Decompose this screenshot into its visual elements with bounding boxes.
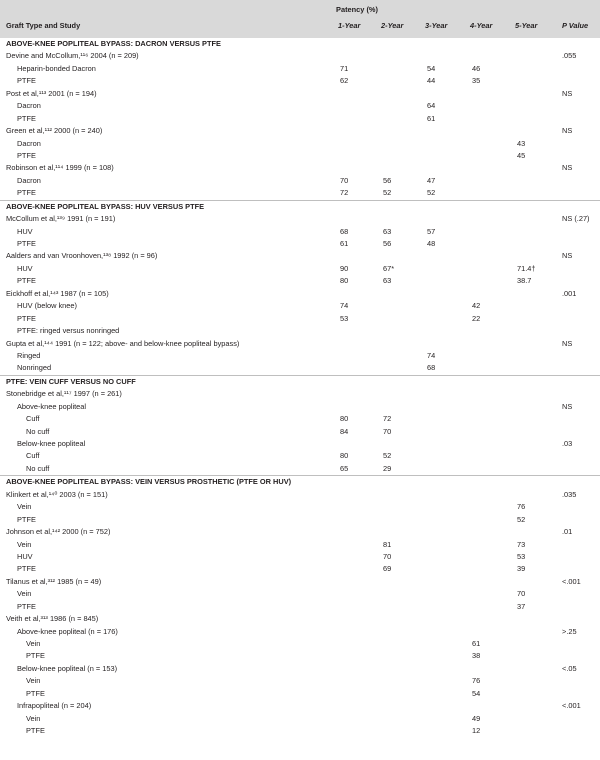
patency-y1-cell: 68 [340, 226, 349, 236]
patency-y4-cell: 38 [472, 651, 481, 661]
study-label: Green et al,¹¹² 2000 (n = 240) [6, 126, 103, 136]
p-value-cell: .001 [562, 288, 577, 298]
row-label: Vein [17, 502, 32, 512]
table-row [0, 275, 600, 287]
patency-y3-cell: 44 [427, 76, 436, 86]
patency-y2-cell: 52 [383, 188, 392, 198]
study-row [0, 213, 600, 225]
table-row [0, 688, 600, 700]
row-label: PTFE [17, 239, 36, 248]
patency-y3-cell: 68 [427, 363, 436, 373]
table-row [0, 350, 600, 362]
p-value-cell: NS [562, 126, 573, 136]
patency-y2-cell: 81 [383, 539, 392, 549]
patency-y3-cell: 48 [427, 239, 436, 248]
study-row [0, 125, 600, 137]
row-label: Cuff [26, 414, 40, 424]
study-row [0, 50, 600, 62]
table-row [0, 113, 600, 125]
patency-y1-cell: 80 [340, 276, 349, 286]
row-label: Nonringed [17, 363, 52, 373]
section-title: PTFE: VEIN CUFF VERSUS NO CUFF [6, 376, 136, 386]
row-label: PTFE [17, 601, 36, 611]
study-label: Klinkert et al,¹⁴⁰ 2003 (n = 151) [6, 489, 108, 499]
patency-y1-cell: 62 [340, 76, 349, 86]
patency-y4-cell: 46 [472, 63, 481, 73]
row-label: Dacron [17, 138, 41, 148]
table-row [0, 551, 600, 563]
patency-y4-cell: 12 [472, 726, 481, 736]
row-label: PTFE [17, 188, 36, 198]
table-row [0, 501, 600, 513]
col-5-year-header: 5-Year [515, 21, 538, 30]
study-label: Post et al,¹¹³ 2001 (n = 194) [6, 88, 97, 98]
table-row [0, 187, 600, 199]
section-header-row [0, 200, 600, 213]
table-row [0, 150, 600, 162]
section-title: ABOVE-KNEE POPLITEAL BYPASS: DACRON VERSUS PTFE [6, 39, 221, 48]
patency-y3-cell: 64 [427, 101, 436, 111]
row-label: Below-knee popliteal [17, 439, 86, 448]
p-value-cell: .01 [562, 527, 573, 537]
p-value-cell: NS [562, 163, 573, 173]
patency-y3-cell: 52 [427, 188, 436, 198]
row-label: No cuff [26, 463, 50, 473]
patency-y5-cell: 52 [517, 514, 526, 524]
table-row [0, 725, 600, 737]
patency-y5-cell: 76 [517, 502, 526, 512]
study-label: Robinson et al,¹¹⁴ 1999 (n = 108) [6, 163, 114, 173]
patency-y1-cell: 65 [340, 463, 349, 473]
section-header-row [0, 475, 600, 488]
table-row [0, 463, 600, 475]
row-label: Vein [26, 713, 41, 723]
patency-y1-cell: 90 [340, 263, 349, 273]
row-label: HUV (below knee) [17, 301, 77, 311]
table-body [0, 38, 600, 738]
row-label: Ringed [17, 350, 41, 360]
p-value-cell: NS [562, 401, 573, 411]
table-row [0, 263, 600, 275]
row-label: HUV [17, 551, 33, 561]
table-row [0, 663, 600, 675]
row-label: PTFE [17, 76, 36, 86]
study-row [0, 526, 600, 538]
table-row [0, 700, 600, 712]
row-label: PTFE [17, 113, 36, 123]
col-1-year-header: 1-Year [338, 21, 361, 30]
table-row [0, 539, 600, 551]
table-row [0, 650, 600, 662]
patency-y5-cell: 53 [517, 551, 526, 561]
patency-y2-cell: 63 [383, 226, 392, 236]
table-row [0, 175, 600, 187]
row-label: PTFE [17, 514, 36, 524]
row-label: Dacron [17, 175, 41, 185]
patency-y5-cell: 39 [517, 564, 526, 574]
patency-y5-cell: 43 [517, 138, 526, 148]
row-label: No cuff [26, 426, 50, 436]
patency-y2-cell: 52 [383, 451, 392, 461]
study-label: Devine and McCollum,¹¹⁶ 2004 (n = 209) [6, 51, 139, 61]
row-label: PTFE [17, 276, 36, 286]
p-value-cell: >.25 [562, 626, 577, 636]
table-row [0, 675, 600, 687]
table-row [0, 325, 600, 337]
patency-y4-cell: 35 [472, 76, 481, 86]
patency-label: Patency (%) [336, 5, 378, 14]
table-row [0, 438, 600, 450]
patency-y4-cell: 42 [472, 301, 481, 311]
row-label: Dacron [17, 101, 41, 111]
table-row [0, 588, 600, 600]
table-header [0, 0, 600, 38]
study-label: Stonebridge et al,¹¹⁷ 1997 (n = 261) [6, 389, 122, 399]
patency-y2-cell: 56 [383, 175, 392, 185]
table-row [0, 601, 600, 613]
patency-y3-cell: 61 [427, 113, 436, 123]
table-row [0, 362, 600, 374]
patency-y1-cell: 80 [340, 414, 349, 424]
study-row [0, 613, 600, 625]
patency-y3-cell: 47 [427, 175, 436, 185]
study-label: Gupta et al,¹⁴⁴ 1991 (n = 122; above- and below-knee popliteal bypass) [6, 338, 240, 348]
row-label: PTFE [17, 564, 36, 574]
patency-y2-cell: 29 [383, 463, 392, 473]
table-row [0, 626, 600, 638]
patency-y2-cell: 63 [383, 276, 392, 286]
section-header-row [0, 38, 600, 50]
p-value-cell: NS [562, 338, 573, 348]
p-value-cell: <.001 [562, 576, 581, 586]
patency-y5-cell: 45 [517, 150, 526, 160]
row-label: Above-knee popliteal (n = 176) [17, 626, 118, 636]
study-row [0, 250, 600, 262]
row-label: Infrapopliteal (n = 204) [17, 701, 92, 711]
col-2-year-header: 2-Year [381, 21, 404, 30]
table-row [0, 226, 600, 238]
p-value-cell: .055 [562, 51, 577, 61]
table-row [0, 138, 600, 150]
p-value-cell: .035 [562, 489, 577, 499]
table-row [0, 75, 600, 87]
patency-y4-cell: 22 [472, 313, 481, 323]
study-row [0, 162, 600, 174]
table-row [0, 100, 600, 112]
study-label: McCollum et al,¹³⁹ 1991 (n = 191) [6, 214, 116, 224]
table-row [0, 713, 600, 725]
row-label: Heparin-bonded Dacron [17, 63, 96, 73]
patency-y4-cell: 54 [472, 688, 481, 698]
study-row [0, 489, 600, 501]
row-label: PTFE [26, 688, 45, 698]
table-row [0, 238, 600, 250]
table-row [0, 563, 600, 575]
patency-y1-cell: 71 [340, 63, 349, 73]
row-label: Vein [17, 539, 32, 549]
patency-y2-cell: 72 [383, 414, 392, 424]
patency-y1-cell: 72 [340, 188, 349, 198]
p-value-cell: <.001 [562, 701, 581, 711]
patency-y1-cell: 70 [340, 175, 349, 185]
col-3-year-header: 3-Year [425, 21, 448, 30]
patency-y2-cell: 70 [383, 426, 392, 436]
table-row [0, 413, 600, 425]
row-label: PTFE: ringed versus nonringed [17, 326, 120, 336]
table-row [0, 401, 600, 413]
row-label: Vein [17, 589, 32, 599]
row-label: PTFE [17, 313, 36, 323]
table-row [0, 514, 600, 526]
patency-y1-cell: 80 [340, 451, 349, 461]
study-row [0, 338, 600, 350]
patency-y4-cell: 61 [472, 639, 481, 648]
p-value-cell: NS (.27) [562, 214, 590, 224]
graft-type-header: Graft Type and Study [6, 21, 81, 30]
table-row [0, 300, 600, 312]
p-value-cell: <.05 [562, 663, 577, 673]
row-label: Vein [26, 639, 41, 648]
row-label: HUV [17, 263, 33, 273]
patency-y2-cell: 70 [383, 551, 392, 561]
study-label: Johnson et al,¹⁴² 2000 (n = 752) [6, 527, 111, 537]
row-label: HUV [17, 226, 33, 236]
row-label: PTFE [26, 726, 45, 736]
study-row [0, 576, 600, 588]
patency-y5-cell: 37 [517, 601, 526, 611]
row-label: PTFE [26, 651, 45, 661]
col-4-year-header: 4-Year [470, 21, 493, 30]
study-label: Aalders and van Vroonhoven,¹³⁸ 1992 (n = 96) [6, 251, 158, 261]
patency-y5-cell: 71.4† [517, 263, 536, 273]
study-label: Veith et al,³¹³ 1986 (n = 845) [6, 614, 99, 624]
study-label: Eickhoff et al,¹⁴³ 1987 (n = 105) [6, 288, 109, 298]
patency-y4-cell: 49 [472, 713, 481, 723]
p-value-cell: NS [562, 88, 573, 98]
patency-y2-cell: 69 [383, 564, 392, 574]
row-label: Cuff [26, 451, 40, 461]
row-label: PTFE [17, 150, 36, 160]
study-label: Tilanus et al,³¹² 1985 (n = 49) [6, 576, 102, 586]
patency-y3-cell: 57 [427, 226, 436, 236]
row-label: Vein [26, 676, 41, 686]
patency-y5-cell: 73 [517, 539, 526, 549]
section-header-row [0, 375, 600, 388]
patency-y2-cell: 56 [383, 239, 392, 248]
row-label: Above-knee popliteal [17, 401, 87, 411]
row-label: Below-knee popliteal (n = 153) [17, 663, 118, 673]
patency-y5-cell: 70 [517, 589, 526, 599]
table-row [0, 450, 600, 462]
patency-y1-cell: 84 [340, 426, 349, 436]
p-value-cell: .03 [562, 439, 573, 448]
patency-y3-cell: 74 [427, 350, 436, 360]
col-p-value-header: P Value [562, 21, 589, 30]
table-row [0, 426, 600, 438]
section-title: ABOVE-KNEE POPLITEAL BYPASS: HUV VERSUS PTFE [6, 201, 205, 211]
study-row [0, 288, 600, 300]
patency-y4-cell: 76 [472, 676, 481, 686]
patency-y1-cell: 74 [340, 301, 349, 311]
patency-y3-cell: 54 [427, 63, 436, 73]
table-row [0, 313, 600, 325]
table-row [0, 638, 600, 650]
patency-y1-cell: 53 [340, 313, 349, 323]
patency-y5-cell: 38.7 [517, 276, 532, 286]
study-row [0, 388, 600, 400]
patency-y1-cell: 61 [340, 239, 349, 248]
section-title: ABOVE-KNEE POPLITEAL BYPASS: VEIN VERSUS PROSTHETIC (PTFE OR HUV) [6, 477, 292, 487]
patency-y2-cell: 67* [383, 263, 395, 273]
p-value-cell: NS [562, 251, 573, 261]
table-row [0, 63, 600, 75]
study-row [0, 88, 600, 100]
